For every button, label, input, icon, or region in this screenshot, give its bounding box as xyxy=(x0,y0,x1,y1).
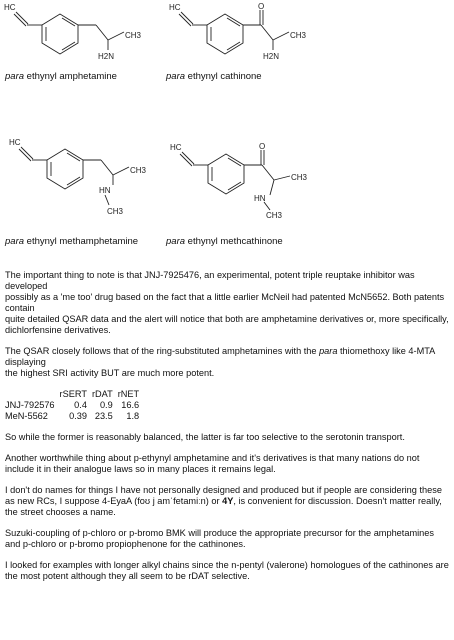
label-carbonyl: O xyxy=(259,142,266,151)
structure-cathinone-drawing xyxy=(165,0,345,68)
structure-methcathinone-drawing xyxy=(166,140,346,230)
label-n-methyl: CH3 xyxy=(107,207,124,216)
table-row: JNJ-792576 0.4 0.9 16.6 xyxy=(5,400,140,410)
caption-methamphetamine: para ethynyl methamphetamine xyxy=(5,236,139,247)
label-alkyne: HC xyxy=(170,143,182,152)
label-amine: HN xyxy=(254,194,266,203)
label-methyl: CH3 xyxy=(130,166,147,175)
paragraph-selectivity: So while the former is reasonably balanced, the latter is far too selective to the serotonin transport. xyxy=(5,432,405,442)
label-alkyne: HC xyxy=(169,3,181,12)
table-row: MeN-5562 0.39 23.5 1.8 xyxy=(5,411,140,421)
label-methyl: CH3 xyxy=(290,31,307,40)
paragraph-qsar: The QSAR closely follows that of the ring-substituted amphetamines with the para thiomethoxy like 4-MTA displaying the highest SRI activity BUT are much more potent. xyxy=(5,346,435,378)
structure-methamphetamine-drawing xyxy=(5,135,185,230)
paragraph-alkyl: I looked for examples with longer alkyl chains since the n-pentyl (valerone) homologues of the cathinones are the most potent although they all seem to be rDAT selective. xyxy=(5,560,449,581)
structure-cathinone xyxy=(165,0,345,68)
label-alkyne: HC xyxy=(4,3,16,12)
paragraph-suzuki: Suzuki-coupling of p-chloro or p-bromo BMK will produce the appropriate precursor for the amphetamines and p-chloro or p-bromo propiophenone for the cathinones. xyxy=(5,528,434,549)
structure-amphetamine-drawing xyxy=(0,0,180,68)
label-alkyne: HC xyxy=(9,138,21,147)
paragraph-legal: Another worthwhile thing about p-ethynyl amphetamine and it's derivatives is that many nations do not include it in their analogue laws so in many places it remains legal. xyxy=(5,453,420,474)
paragraph-jnj: The important thing to note is that JNJ-7925476, an experimental, potent triple reuptake inhibitor was developed possibly as a 'me too' drug based on the fact that a little earlier McNeil had patented McN5652. Both patents contain quite detailed QSAR data and the alert will notice that both are amphetamine derivatives or, more specifically, dichlorfensine derivatives. xyxy=(5,270,449,335)
structure-methamphetamine xyxy=(5,135,185,230)
caption-methcathinone: para ethynyl methcathinone xyxy=(166,236,283,247)
article-body xyxy=(5,270,449,592)
label-n-methyl: CH3 xyxy=(266,211,283,220)
label-methyl: CH3 xyxy=(125,31,142,40)
caption-cathinone: para ethynyl cathinone xyxy=(166,71,262,82)
label-carbonyl: O xyxy=(258,2,265,11)
label-amine: HN xyxy=(99,186,111,195)
caption-amphetamine: para ethynyl amphetamine xyxy=(5,71,117,82)
structure-amphetamine xyxy=(0,0,180,68)
structure-methcathinone xyxy=(166,140,346,230)
reuptake-table xyxy=(5,389,144,422)
table-header-row: rSERT rDAT rNET xyxy=(59,389,140,399)
paragraph-naming: I don't do names for things I have not personally designed and produced but if people are considering these as new RCs, I suppose 4-EyaA (foʊ j amˈfetamiːn) or 4Y, is convenient for discussion. Doesn't matter really, the street chooses a name. xyxy=(5,485,442,517)
label-methyl: CH3 xyxy=(291,173,308,182)
label-amine: H2N xyxy=(263,52,280,61)
label-amine: H2N xyxy=(98,52,115,61)
